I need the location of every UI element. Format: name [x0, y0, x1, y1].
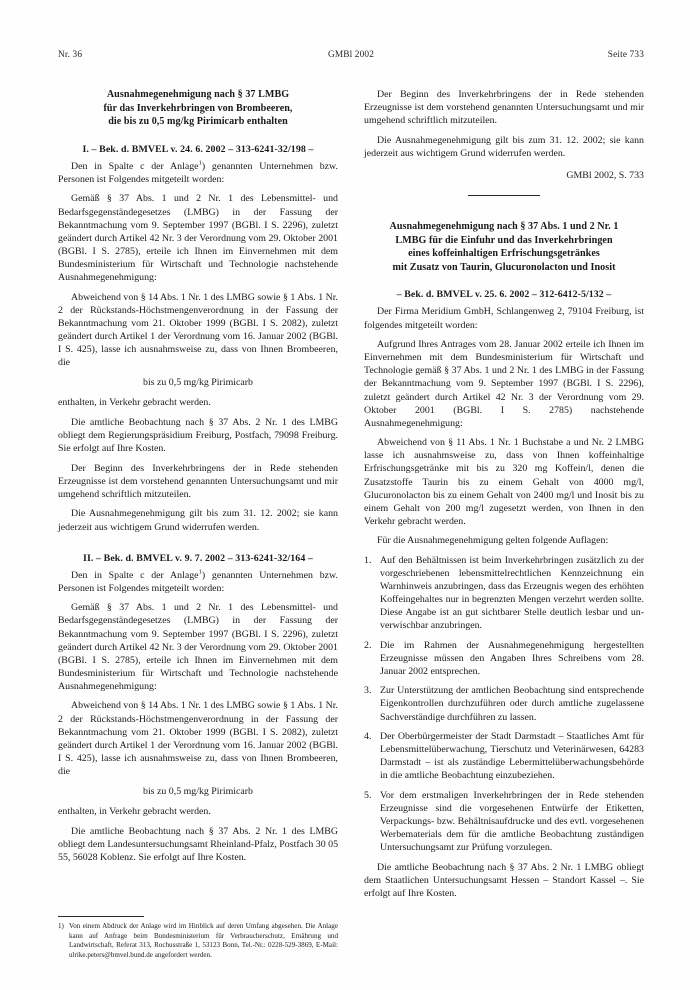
list-item: Auf den Behältnissen ist beim Inverkehrbringen zusätzlich zu der vorgeschriebenen lebensmittelrechtlichen Kennzeichnung ein Warnhinweis anzubringen, dass das Erzeugnis wegen des erhöhten Koffeingehaltes nur in begrenzten Mengen verzehrt werden sollte. Diese Angabe ist an gut sichtbarer Stelle deutlich lesbar und unverwischbar anzubringen.: [380, 554, 644, 631]
article-2-conditions-intro: Für die Ausnahmegenehmigung gelten folgende Auflagen:: [377, 535, 609, 547]
section-1-paragraph-2: Gemäß § 37 Abs. 1 und 2 Nr. 1 des Lebensmittel- und Bedarfsgegenständegesetzes (LMBG) in der Fassung der Bekanntmachung vom 9. September 1997 (BGBl. I S. 2296), zuletzt geändert durch Artikel 42 Nr. 3 der Verordnung vom 29. Oktober 2001 (BGBl. I S. 2785), erteile ich Ihnen im Einvernehmen mit dem Bundesministerium für Wirtschaft und Technologie nachstehende Ausnahmegenehmigung:: [58, 193, 338, 284]
section-1-paragraph-1: [58, 160, 338, 186]
section-1-p1-post: ) genannten Unternehmen bzw. Personen ist Folgendes mitgeteilt worden:: [58, 160, 339, 185]
article-2-heading: – Bek. d. BMVEL v. 25. 6. 2002 – 312-6412-5/132 –: [396, 289, 612, 301]
section-2-p1-pre: Den in Spalte c der Anlage: [71, 569, 199, 581]
article-2-paragraph-1: Der Firma Meridium GmbH, Schlangenweg 2, 79104 Freiburg, ist folgendes mitgeteilt worden:: [364, 306, 644, 331]
article-2-title-line-4: mit Zusatz von Taurin, Glucuronolacton und Inosit: [392, 261, 616, 273]
list-item: Die im Rahmen der Ausnahmegenehmigung hergestellten Erzeugnisse müssen den Angaben Ihres Schreibens vom 28. Januar 2002 entsprechen.: [380, 639, 644, 677]
footnote-1-marker: 1): [58, 922, 64, 931]
header-publication-title: GMBl 2002: [327, 50, 375, 60]
footnote-reference-1: 1: [198, 159, 202, 167]
list-item: Der Oberbürgermeister der Stadt Darmstadt – Staatliches Amt für Lebensmittelüberwachung, Tierschutz und Veterinärwesen, 64283 Darmstadt – ist als zuständige Lebermittelüberwachungsbehörde in die amtliche Beobachtung einzubeziehen.: [380, 731, 644, 782]
section-1-heading: I. – Bek. d. BMVEL v. 24. 6. 2002 – 313-6241-32/198 –: [82, 143, 314, 155]
section-2-paragraph-3: Abweichend von § 14 Abs. 1 Nr. 1 des LMBG sowie § 1 Abs. 1 Nr. 2 der Rückstands-Höchstmengenverordnung in der Fassung der Bekanntmachung vom 21. Oktober 1999 (BGBl. I S. 2082), zuletzt geändert durch Artikel 1 der Verordnung vom 16. Januar 2002 (BGBl. I S. 425), lasse ich ausnahmsweise zu, dass von Ihnen Brombeeren, die: [58, 700, 338, 777]
list-item: Zur Unterstützung der amtlichen Beobachtung sind entsprechende Eigenkontrollen durchzuführen oder durch amtliche zugelassene Sachverständige durchführen zu lassen.: [380, 685, 644, 723]
right-column: [364, 80, 644, 960]
footnote-1-text: Von einem Abdruck der Anlage wird im Hinblick auf deren Umfang abgesehen. Die Anlage kann auf Anfrage beim Bundesministerium für Verbraucherschutz, Ernährung und Landwirtschaft, Referat 313, Rochusstraße 1, 53123 Bonn, Tel.-Nr.: 0228-529-3869, E-Mail: ulrike.peters@bmvel.bund.de angefordert werden.: [69, 922, 338, 959]
section-2-paragraph-2: Gemäß § 37 Abs. 1 und 2 Nr. 1 des Lebensmittel- und Bedarfsgegenständegesetzes (LMBG) in der Fassung der Bekanntmachung vom 9. September 1997 (BGBl. I S. 2296), zuletzt geändert durch Artikel 42 Nr. 3 der Verordnung vom 29. Oktober 2001 (BGBl. I S. 2785), erteile ich Ihnen im Einvernehmen mit dem Bundesministerium für Wirtschaft und Technologie nachstehende Ausnahmegenehmigung:: [58, 602, 338, 692]
section-1-paragraph-4: enthalten, in Verkehr gebracht werden.: [58, 397, 211, 409]
section-1-residue-limit: bis zu 0,5 mg/kg Pirimicarb: [143, 377, 253, 389]
article-2-title: [364, 220, 644, 274]
article-2-paragraph-2: Aufgrund Ihres Antrages vom 28. Januar 2002 erteile ich Ihnen im Einvernehmen mit dem Bundesministerium für Wirtschaft und Technologie gemäß § 37 Abs. 1 und 2 Nr. 1 des LMBG in der Fassung der Bekanntmachung vom 9. September 1997 (BGBl. I S. 2296), zuletzt geändert durch Artikel 42 Nr. 3 der Verordnung vom 29. Oktober 2001 (BGBl. I S. 2785) nachstehende Ausnahmegenehmigung:: [364, 339, 644, 429]
article-2-title-line-1: Ausnahmegenehmigung nach § 37 Abs. 1 und 2 Nr. 1: [389, 221, 619, 233]
left-column: [58, 80, 338, 960]
running-head: [58, 50, 644, 60]
article-2-paragraph-5: Die amtliche Beobachtung nach § 37 Abs. 2 Nr. 1 LMBG obliegt dem Staatlichen Untersuchungsamt Hessen – Standort Kassel –. Sie erfolgt auf Ihre Kosten.: [364, 862, 644, 900]
section-2-paragraph-4: enthalten, in Verkehr gebracht werden.: [58, 806, 211, 818]
continuation-paragraph-2: Die Ausnahmegenehmigung gilt bis zum 31. 12. 2002; sie kann jederzeit aus wichtigem Grund widerrufen werden.: [364, 134, 644, 159]
section-2-p1-post: ) genannten Unternehmen bzw. Personen ist Folgendes mitgeteilt worden:: [58, 569, 339, 594]
section-1-paragraph-3: Abweichend von § 14 Abs. 1 Nr. 1 des LMBG sowie § 1 Abs. 1 Nr. 2 der Rückstands-Höchstmengenverordnung in der Fassung der Bekanntmachung vom 21. Oktober 1999 (BGBl. I S. 2082), zuletzt geändert durch Artikel 1 der Verordnung vom 16. Januar 2002 (BGBl. I S. 425), lasse ich ausnahmsweise zu, dass von Ihnen Brombeeren, die: [58, 291, 338, 369]
section-2-paragraph-5: Die amtliche Beobachtung nach § 37 Abs. 2 Nr. 1 des LMBG obliegt dem Landesuntersuchungsamt Rheinland-Pfalz, Postfach 30 05 55, 56028 Koblenz. Sie erfolgt auf Ihre Kosten.: [58, 825, 339, 863]
article-1-title-line-1: Ausnahmegenehmigung nach § 37 LMBG: [106, 89, 290, 100]
article-1-signature-reference: GMBl 2002, S. 733: [566, 169, 644, 181]
header-issue-number: Nr. 36: [58, 50, 83, 60]
article-2-title-line-2: LMBG für die Einfuhr und das Inverkehrbringen: [395, 234, 613, 246]
section-1-p1-pre: Den in Spalte c der Anlage: [71, 160, 199, 172]
article-1-title-line-3: die bis zu 0,5 mg/kg Pirimicarb enthalten: [108, 116, 288, 128]
article-2-conditions-list: [364, 554, 644, 855]
two-column-body: [58, 80, 644, 960]
footnote-separator-rule: [58, 916, 144, 917]
list-item: Vor dem erstmaligen Inverkehrbringen der in Rede stehenden Erzeugnisse sind die vorgesehenen Entwürfe der Etiketten, Verpackungs- bzw. Behältnisaufdrucke und des evtl. vorgesehenen Werbematerials dem für die amtliche Beobachtung zuständigen Untersuchungsamt zur Prüfung vorzulegen.: [380, 790, 644, 854]
footnote-area: [58, 916, 338, 960]
section-2-heading: II. – Bek. d. BMVEL v. 9. 7. 2002 – 313-6241-32/164 –: [83, 552, 313, 564]
section-1-paragraph-5: Die amtliche Beobachtung nach § 37 Abs. 2 Nr. 1 des LMBG obliegt dem Regierungspräsidium Freiburg, Postfach, 79098 Freiburg. Sie erfolgt auf Ihre Kosten.: [58, 416, 338, 455]
article-2-paragraph-3: Abweichend von § 11 Abs. 1 Nr. 1 Buchstabe a und Nr. 2 LMBG lasse ich ausnahmsweise zu, dass von Ihnen koffeinhaltige Erfrischungsgetränke mit bis zu 320 mg Koffein/l, denen die Zusatzstoffe Taurin bis zu einem Gehalt von 4000 mg/l, Glucuronolacton bis zu einem Gehalt von 2400 mg/l und Inosit bis zu einem Gehalt von 200 mg/l zugesetzt werden, von Ihnen in den Verkehr gebracht werden.: [364, 437, 644, 527]
section-1-paragraph-7: Die Ausnahmegenehmigung gilt bis zum 31. 12. 2002; sie kann jederzeit aus wichtigem Grund widerrufen werden.: [58, 508, 338, 533]
header-page-number: Seite 733: [607, 50, 644, 60]
section-2-paragraph-1: [58, 569, 338, 595]
article-2-title-line-3: eines koffeinhaltigen Erfrischungsgetränkes: [408, 248, 600, 260]
continuation-paragraph-1: Der Beginn des Inverkehrbringens der in Rede stehenden Erzeugnisse ist dem vorstehend genannten Untersuchungsamt und mir umgehend schriftlich mitzuteilen.: [364, 89, 644, 127]
article-1-title-line-2: für das Inverkehrbringen von Brombeeren,: [103, 102, 293, 114]
footnote-reference-2: 1: [198, 568, 202, 576]
article-separator-rule: [468, 195, 540, 196]
section-1-paragraph-6: Der Beginn des Inverkehrbringens der in Rede stehenden Erzeugnisse ist dem vorstehend genannten Untersuchungsamt und mir umgehend schriftlich mitzuteilen.: [58, 462, 338, 500]
section-2-residue-limit: bis zu 0,5 mg/kg Pirimicarb: [143, 786, 253, 798]
article-1-title: [58, 88, 338, 129]
footnote-1: [58, 922, 338, 960]
